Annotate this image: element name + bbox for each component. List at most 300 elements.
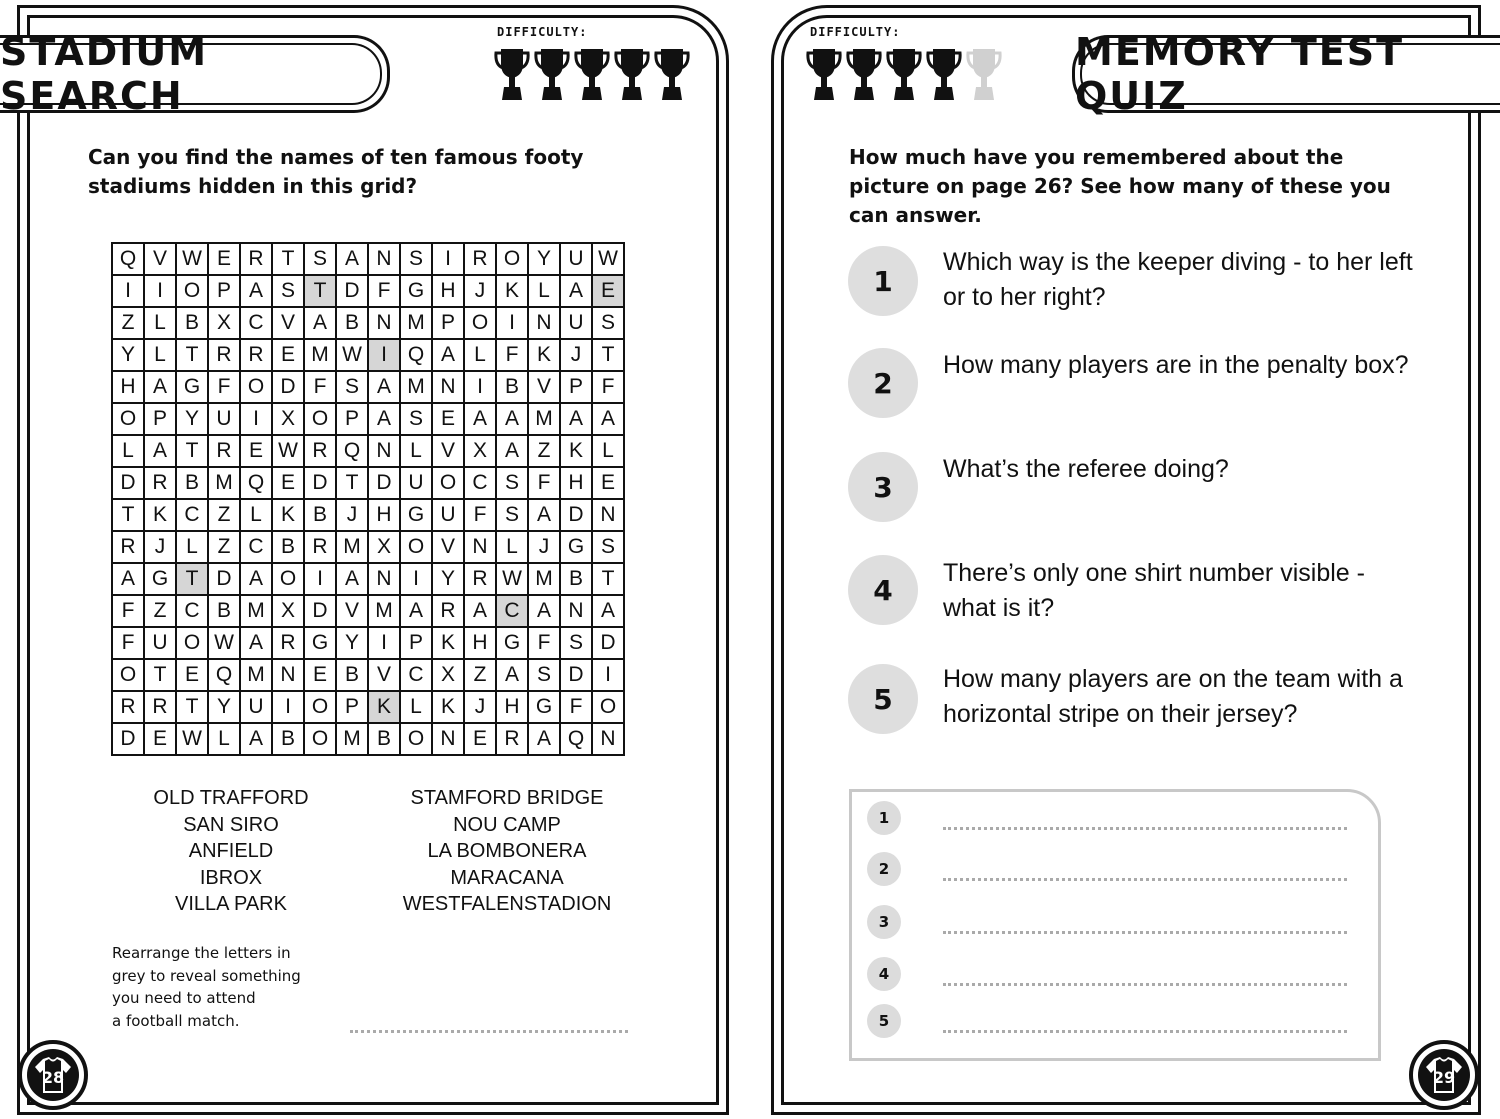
grid-cell[interactable]: F [592,371,624,403]
grid-cell[interactable]: T [592,563,624,595]
grid-cell[interactable]: I [496,307,528,339]
grid-cell[interactable]: H [464,627,496,659]
grid-cell[interactable]: F [368,275,400,307]
trophy-icon [534,46,570,102]
grid-cell[interactable]: R [144,467,176,499]
grid-cell[interactable]: C [176,595,208,627]
grid-cell[interactable]: A [496,659,528,691]
grid-cell[interactable]: G [528,691,560,723]
grid-cell[interactable]: D [304,467,336,499]
grid-cell[interactable]: B [336,659,368,691]
grid-cell[interactable]: A [240,627,272,659]
grid-cell[interactable]: K [144,499,176,531]
grid-cell[interactable]: D [560,659,592,691]
grid-cell[interactable]: H [560,467,592,499]
grid-cell[interactable]: O [272,563,304,595]
grid-cell[interactable]: S [336,371,368,403]
grid-cell[interactable]: T [176,435,208,467]
difficulty-label: DIFFICULTY: [810,25,901,39]
trophy-icon [886,46,922,102]
grid-cell[interactable]: I [240,403,272,435]
grid-cell[interactable]: W [496,563,528,595]
grid-cell[interactable]: L [144,339,176,371]
grid-cell[interactable]: M [336,531,368,563]
grid-cell[interactable]: E [144,723,176,755]
answer-line[interactable] [943,878,1347,881]
grid-cell[interactable]: N [368,307,400,339]
grid-cell[interactable]: R [208,435,240,467]
grid-cell[interactable]: C [400,659,432,691]
grid-cell[interactable]: M [240,659,272,691]
grid-cell[interactable]: O [304,723,336,755]
grid-cell[interactable]: M [208,467,240,499]
grid-cell[interactable]: A [464,595,496,627]
grid-cell[interactable]: G [400,499,432,531]
grid-cell[interactable]: S [528,659,560,691]
grid-cell[interactable]: B [496,371,528,403]
grid-cell[interactable]: V [368,659,400,691]
grid-cell[interactable]: P [400,627,432,659]
grid-cell[interactable]: A [240,723,272,755]
grid-cell[interactable]: P [336,403,368,435]
grid-cell[interactable]: F [112,595,144,627]
grid-cell[interactable]: D [208,563,240,595]
grid-cell[interactable]: M [528,403,560,435]
grid-cell[interactable]: O [496,243,528,275]
grid-cell[interactable]: F [208,371,240,403]
question-text: Which way is the keeper diving - to her left or to her right? [943,248,1413,311]
grid-cell[interactable]: A [368,403,400,435]
stadium-word: LA BOMBONERA [427,840,587,862]
grid-cell[interactable]: L [496,531,528,563]
grid-cell[interactable]: D [112,467,144,499]
grid-cell[interactable]: N [528,307,560,339]
grid-cell[interactable]: V [432,531,464,563]
grid-cell[interactable]: N [368,243,400,275]
trophy-icon [966,46,1002,102]
grid-cell[interactable]: B [208,595,240,627]
grid-cell[interactable]: X [432,659,464,691]
grid-cell[interactable]: R [304,531,336,563]
stadium-word: NOU CAMP [453,813,561,836]
grid-cell[interactable]: I [272,691,304,723]
grid-cell[interactable]: X [464,435,496,467]
grid-cell[interactable]: P [144,403,176,435]
grid-cell[interactable]: Q [208,659,240,691]
grid-cell[interactable]: M [336,723,368,755]
grid-cell[interactable]: A [528,723,560,755]
grid-cell[interactable]: F [560,691,592,723]
grid-cell[interactable]: C [496,595,528,627]
grid-cell[interactable]: T [304,275,336,307]
grid-cell[interactable]: L [144,307,176,339]
grid-cell[interactable]: A [368,371,400,403]
instruction-line: you need to attend [112,989,256,1007]
stadium-word: MARACANA [450,866,564,889]
grid-cell[interactable]: R [272,627,304,659]
grid-cell[interactable]: R [464,563,496,595]
grid-cell[interactable]: G [560,531,592,563]
grid-cell[interactable]: H [368,499,400,531]
question-text: What’s the referee doing? [943,455,1229,483]
grid-cell[interactable]: A [560,275,592,307]
grid-cell[interactable]: K [272,499,304,531]
grid-cell[interactable]: M [304,339,336,371]
grid-cell[interactable]: J [144,531,176,563]
grid-cell[interactable]: T [176,691,208,723]
grid-cell[interactable]: A [496,403,528,435]
grid-cell[interactable]: F [528,627,560,659]
grid-cell[interactable]: T [112,499,144,531]
grid-cell[interactable]: E [208,243,240,275]
grid-cell[interactable]: L [400,435,432,467]
grid-cell[interactable]: Y [336,627,368,659]
grid-cell[interactable]: N [368,435,400,467]
grid-cell[interactable]: I [304,563,336,595]
grid-cell[interactable]: K [368,691,400,723]
grid-cell[interactable]: A [144,435,176,467]
grid-cell[interactable]: F [496,339,528,371]
grid-cell[interactable]: U [144,627,176,659]
grid-cell[interactable]: L [208,723,240,755]
grid-cell[interactable]: S [592,307,624,339]
grid-cell[interactable]: N [432,371,464,403]
grid-cell[interactable]: U [240,691,272,723]
word-search-grid [111,242,625,756]
grid-cell[interactable]: L [400,691,432,723]
grid-cell[interactable]: A [112,563,144,595]
grid-cell[interactable]: S [496,467,528,499]
grid-cell[interactable]: V [528,371,560,403]
right-title-tab [1072,30,1500,118]
grid-cell[interactable]: R [240,243,272,275]
grid-cell[interactable]: Z [112,307,144,339]
grid-cell[interactable]: W [208,627,240,659]
grid-cell[interactable]: T [176,339,208,371]
grid-cell[interactable]: M [528,563,560,595]
grid-cell[interactable]: G [176,371,208,403]
trophy-icon [806,46,842,102]
grid-cell[interactable]: F [304,371,336,403]
grid-cell[interactable]: S [400,243,432,275]
grid-cell[interactable]: C [176,499,208,531]
grid-cell[interactable]: I [368,627,400,659]
grid-cell[interactable]: Z [464,659,496,691]
grid-cell[interactable]: B [272,723,304,755]
grid-cell[interactable]: F [464,499,496,531]
grid-cell[interactable]: S [592,531,624,563]
answer-line[interactable] [943,983,1347,986]
grid-cell[interactable]: M [400,307,432,339]
grid-cell[interactable]: Q [560,723,592,755]
grid-cell[interactable]: O [432,467,464,499]
grid-cell[interactable]: L [176,531,208,563]
trophy-icon [614,46,650,102]
grid-cell[interactable]: I [368,339,400,371]
question-text: How many players are in the penalty box? [943,351,1409,379]
grid-cell[interactable]: G [304,627,336,659]
grid-cell[interactable]: O [592,691,624,723]
grid-cell[interactable]: N [272,659,304,691]
grid-cell[interactable]: N [560,595,592,627]
grid-cell[interactable]: O [112,403,144,435]
grid-cell[interactable]: N [464,531,496,563]
grid-cell[interactable]: Y [528,243,560,275]
intro-text: Can you find the names of ten famous footy stadiums hidden in this grid? [88,145,584,198]
question-number: 2 [848,348,918,418]
grid-cell[interactable]: K [432,627,464,659]
grid-cell[interactable]: J [560,339,592,371]
grid-cell[interactable]: A [336,563,368,595]
grid-cell[interactable]: Z [144,595,176,627]
grid-cell[interactable]: L [464,339,496,371]
grid-cell[interactable]: A [496,435,528,467]
grid-cell[interactable]: E [592,467,624,499]
grid-cell[interactable]: V [336,595,368,627]
grid-cell[interactable]: I [144,275,176,307]
grid-cell[interactable]: B [176,307,208,339]
grid-cell[interactable]: B [368,723,400,755]
difficulty-rating [494,46,690,102]
answer-line[interactable] [350,1030,628,1033]
grid-cell[interactable]: I [464,371,496,403]
grid-cell[interactable]: O [464,307,496,339]
grid-cell[interactable]: C [240,307,272,339]
answer-line[interactable] [943,931,1347,934]
grid-cell[interactable]: S [304,243,336,275]
grid-cell[interactable]: T [272,243,304,275]
grid-cell[interactable]: V [144,243,176,275]
grid-cell[interactable]: B [304,499,336,531]
answer-number: 3 [867,905,901,939]
grid-cell[interactable]: D [112,723,144,755]
grid-cell[interactable]: X [272,403,304,435]
grid-cell[interactable]: E [304,659,336,691]
grid-cell[interactable]: F [112,627,144,659]
trophy-icon [654,46,690,102]
grid-cell[interactable]: U [208,403,240,435]
grid-cell[interactable]: Y [176,403,208,435]
grid-cell[interactable]: U [560,307,592,339]
grid-cell[interactable]: U [432,499,464,531]
grid-cell[interactable]: P [432,307,464,339]
grid-cell[interactable]: Y [208,691,240,723]
grid-cell[interactable]: Q [400,339,432,371]
grid-cell[interactable]: E [176,659,208,691]
grid-cell[interactable]: B [272,531,304,563]
grid-cell[interactable]: E [272,467,304,499]
grid-cell[interactable]: D [560,499,592,531]
grid-cell[interactable]: V [272,307,304,339]
grid-cell[interactable]: D [336,275,368,307]
rearrange-instructions [112,942,301,1032]
grid-cell[interactable]: W [592,243,624,275]
grid-cell[interactable]: R [496,723,528,755]
grid-cell[interactable]: M [400,371,432,403]
grid-cell[interactable]: O [176,627,208,659]
grid-cell[interactable]: E [240,435,272,467]
grid-cell[interactable]: T [592,339,624,371]
grid-cell[interactable]: A [336,243,368,275]
grid-cell[interactable]: A [592,403,624,435]
word-list-left [125,785,337,918]
grid-cell[interactable]: R [432,595,464,627]
grid-cell[interactable]: R [240,339,272,371]
grid-cell[interactable]: J [528,531,560,563]
grid-cell[interactable]: Z [208,499,240,531]
grid-cell[interactable]: R [208,339,240,371]
grid-cell[interactable]: O [240,371,272,403]
grid-cell[interactable]: K [496,275,528,307]
grid-cell[interactable]: T [336,467,368,499]
left-title-tab [0,30,390,118]
grid-cell[interactable]: O [112,659,144,691]
page-title: STADIUM SEARCH [0,30,209,118]
grid-cell[interactable]: D [272,371,304,403]
grid-cell[interactable]: Y [112,339,144,371]
grid-cell[interactable]: Y [432,563,464,595]
grid-cell[interactable]: R [464,243,496,275]
question-text: There’s only one shirt number visible - what is it? [943,559,1365,622]
page-number-badge [18,1040,88,1110]
stadium-word: IBROX [199,866,263,889]
grid-cell[interactable]: O [176,275,208,307]
grid-cell[interactable]: A [304,307,336,339]
grid-cell[interactable]: A [240,275,272,307]
trophy-icon [494,46,530,102]
grid-cell[interactable]: D [368,467,400,499]
grid-cell[interactable]: R [112,531,144,563]
grid-cell[interactable]: D [304,595,336,627]
grid-cell[interactable]: H [112,371,144,403]
grid-cell[interactable]: G [400,275,432,307]
grid-cell[interactable]: N [592,499,624,531]
grid-cell[interactable]: K [560,435,592,467]
grid-cell[interactable]: B [560,563,592,595]
grid-cell[interactable]: K [528,339,560,371]
grid-cell[interactable]: J [464,691,496,723]
grid-cell[interactable]: C [240,531,272,563]
grid-cell[interactable]: L [112,435,144,467]
grid-cell[interactable]: I [592,659,624,691]
grid-cell[interactable]: G [144,563,176,595]
grid-cell[interactable]: X [208,307,240,339]
grid-cell[interactable]: I [112,275,144,307]
grid-cell[interactable]: M [368,595,400,627]
grid-cell[interactable]: E [432,403,464,435]
grid-cell[interactable]: Q [240,467,272,499]
grid-cell[interactable]: P [208,275,240,307]
grid-cell[interactable]: J [464,275,496,307]
grid-cell[interactable]: X [368,531,400,563]
grid-cell[interactable]: R [112,691,144,723]
grid-cell[interactable]: Z [208,531,240,563]
grid-cell[interactable]: X [272,595,304,627]
grid-cell[interactable]: J [336,499,368,531]
grid-cell[interactable]: O [304,403,336,435]
grid-cell[interactable]: H [432,275,464,307]
question-number: 1 [848,246,918,316]
grid-cell[interactable]: U [560,243,592,275]
grid-cell[interactable]: P [560,371,592,403]
grid-cell[interactable]: A [464,403,496,435]
grid-cell[interactable]: R [144,691,176,723]
grid-cell[interactable]: Q [112,243,144,275]
stadium-word: WESTFALENSTADION [402,893,612,915]
grid-cell[interactable]: A [432,339,464,371]
word-list-right [382,785,632,918]
grid-cell[interactable]: S [496,499,528,531]
grid-cell[interactable]: R [304,435,336,467]
page-number-badge [1409,1040,1479,1110]
grid-cell[interactable]: M [240,595,272,627]
grid-cell[interactable]: E [272,339,304,371]
grid-cell[interactable]: A [528,595,560,627]
grid-cell[interactable]: T [176,563,208,595]
answer-line[interactable] [943,827,1347,830]
grid-cell[interactable]: B [176,467,208,499]
grid-cell[interactable]: T [144,659,176,691]
grid-cell[interactable]: L [592,435,624,467]
question-number: 5 [848,664,918,734]
grid-cell[interactable]: I [400,563,432,595]
grid-cell[interactable]: A [240,563,272,595]
grid-cell[interactable]: N [432,723,464,755]
grid-cell[interactable]: A [528,499,560,531]
answer-line[interactable] [943,1030,1347,1033]
grid-cell[interactable]: L [528,275,560,307]
grid-cell[interactable]: Z [528,435,560,467]
answer-number: 5 [867,1004,901,1038]
grid-cell[interactable]: C [464,467,496,499]
grid-cell[interactable]: A [560,403,592,435]
grid-cell[interactable]: L [240,499,272,531]
grid-cell[interactable]: I [432,243,464,275]
grid-cell[interactable]: H [496,691,528,723]
stadium-word: ANFIELD [188,840,274,862]
page-title: MEMORY TEST QUIZ [1075,30,1404,118]
grid-cell[interactable]: N [592,723,624,755]
grid-cell[interactable]: F [528,467,560,499]
grid-cell[interactable]: O [400,723,432,755]
grid-cell[interactable]: P [336,691,368,723]
grid-cell[interactable]: N [368,563,400,595]
grid-cell[interactable]: W [272,435,304,467]
grid-cell[interactable]: E [592,275,624,307]
grid-cell[interactable]: V [432,435,464,467]
grid-cell[interactable]: A [144,371,176,403]
grid-cell[interactable]: Q [336,435,368,467]
grid-cell[interactable]: U [400,467,432,499]
instruction-line: grey to reveal something [112,966,301,985]
grid-cell[interactable]: B [336,307,368,339]
grid-cell[interactable]: A [400,595,432,627]
grid-cell[interactable]: G [496,627,528,659]
grid-cell[interactable]: E [464,723,496,755]
grid-cell[interactable]: S [560,627,592,659]
grid-cell[interactable]: A [592,595,624,627]
grid-cell[interactable]: K [432,691,464,723]
grid-cell[interactable]: W [176,243,208,275]
grid-cell[interactable]: O [304,691,336,723]
grid-cell[interactable]: O [400,531,432,563]
stadium-word: SAN SIRO [183,813,279,836]
grid-cell[interactable]: D [592,627,624,659]
grid-cell[interactable]: W [176,723,208,755]
grid-cell[interactable]: S [272,275,304,307]
grid-cell[interactable]: S [400,403,432,435]
grid-cell[interactable]: W [336,339,368,371]
